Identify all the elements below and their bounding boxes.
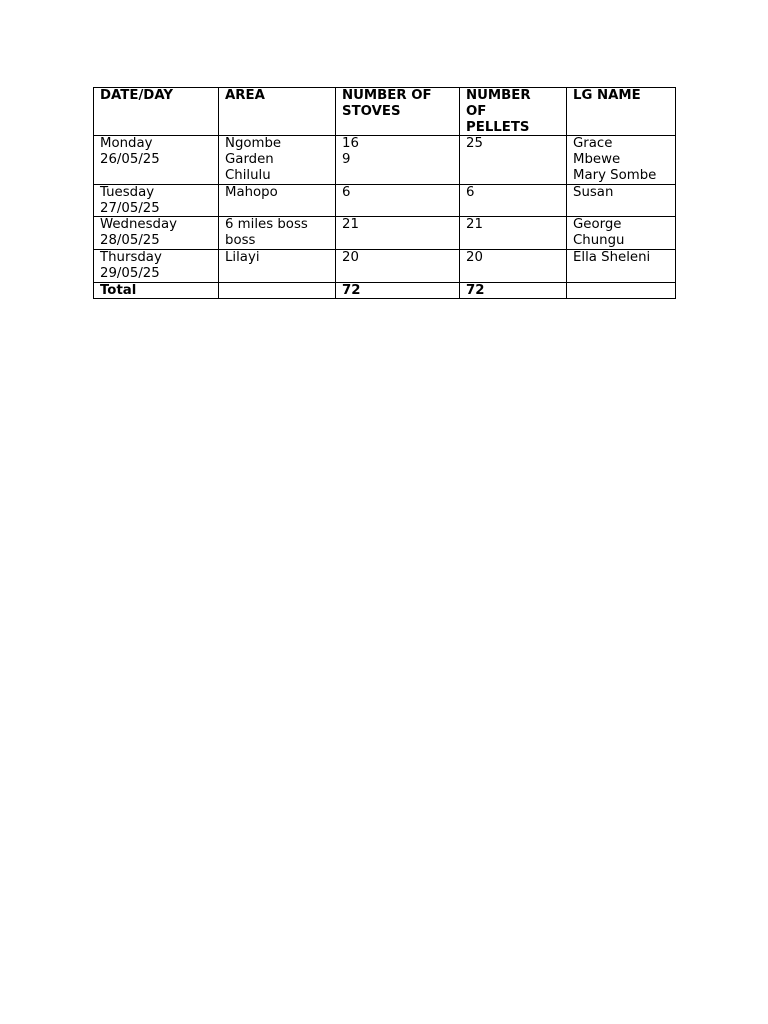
- header-stoves-line: STOVES: [342, 103, 401, 119]
- table-row: [94, 136, 676, 184]
- lg-name-text: Mbewe: [573, 152, 621, 168]
- total-pellets: 72: [460, 282, 567, 298]
- lg-name-text: Mary Sombe: [573, 167, 657, 183]
- area-text: Chilulu: [225, 167, 271, 183]
- total-lg-name-empty: [567, 282, 676, 298]
- table-row: [94, 217, 676, 250]
- stoves-value: 9: [342, 152, 351, 168]
- total-stoves: 72: [336, 282, 460, 298]
- stoves-value: 16: [342, 136, 359, 152]
- header-number-of-stoves: [336, 88, 460, 136]
- cell-date: [94, 249, 219, 282]
- cell-date: [94, 184, 219, 217]
- date-text: 27/05/25: [100, 200, 160, 216]
- header-stoves-line: NUMBER OF: [342, 88, 432, 103]
- area-text: Ngombe: [225, 136, 282, 152]
- date-day-text: Wednesday: [100, 217, 177, 233]
- stove-distribution-table: [93, 87, 676, 299]
- header-date-day: DATE/DAY: [94, 88, 219, 136]
- cell-lg-name: [567, 184, 676, 217]
- table-total-row: [94, 282, 676, 298]
- cell-area: [219, 249, 336, 282]
- area-text: boss: [225, 233, 256, 249]
- area-text: 6 miles boss: [225, 217, 308, 233]
- date-text: 28/05/25: [100, 233, 160, 249]
- lg-name-text: George: [573, 217, 622, 233]
- table-row: [94, 184, 676, 217]
- total-area-empty: [219, 282, 336, 298]
- cell-pellets: 6: [460, 184, 567, 217]
- stoves-value: 20: [342, 249, 359, 265]
- date-day-text: Thursday: [100, 249, 162, 265]
- header-number-of-pellets: [460, 88, 567, 136]
- lg-name-text: Chungu: [573, 233, 625, 249]
- header-area: AREA: [219, 88, 336, 136]
- cell-stoves: [336, 249, 460, 282]
- area-text: Mahopo: [225, 184, 278, 200]
- cell-pellets: 21: [460, 217, 567, 250]
- date-day-text: Monday: [100, 136, 153, 152]
- cell-stoves: [336, 136, 460, 184]
- date-text: 29/05/25: [100, 265, 160, 281]
- area-text: Lilayi: [225, 249, 260, 265]
- area-text: Garden: [225, 152, 274, 168]
- date-day-text: Tuesday: [100, 184, 155, 200]
- cell-area: [219, 136, 336, 184]
- cell-lg-name: [567, 249, 676, 282]
- stoves-value: 21: [342, 217, 359, 233]
- lg-name-text: Grace: [573, 136, 613, 152]
- header-pellets-line: NUMBER: [466, 88, 531, 103]
- cell-stoves: [336, 217, 460, 250]
- header-pellets-line: PELLETS: [466, 119, 530, 135]
- cell-lg-name: [567, 217, 676, 250]
- cell-area: [219, 184, 336, 217]
- header-pellets-line: OF: [466, 103, 487, 119]
- cell-date: [94, 217, 219, 250]
- total-label: Total: [94, 282, 219, 298]
- cell-area: [219, 217, 336, 250]
- cell-lg-name: [567, 136, 676, 184]
- cell-pellets: 25: [460, 136, 567, 184]
- header-lg-name: LG NAME: [567, 88, 676, 136]
- table-header-row: [94, 88, 676, 136]
- cell-stoves: [336, 184, 460, 217]
- stoves-value: 6: [342, 184, 351, 200]
- lg-name-text: Susan: [573, 184, 614, 200]
- lg-name-text: Ella Sheleni: [573, 249, 651, 265]
- date-text: 26/05/25: [100, 152, 160, 168]
- cell-pellets: 20: [460, 249, 567, 282]
- cell-date: [94, 136, 219, 184]
- table-row: [94, 249, 676, 282]
